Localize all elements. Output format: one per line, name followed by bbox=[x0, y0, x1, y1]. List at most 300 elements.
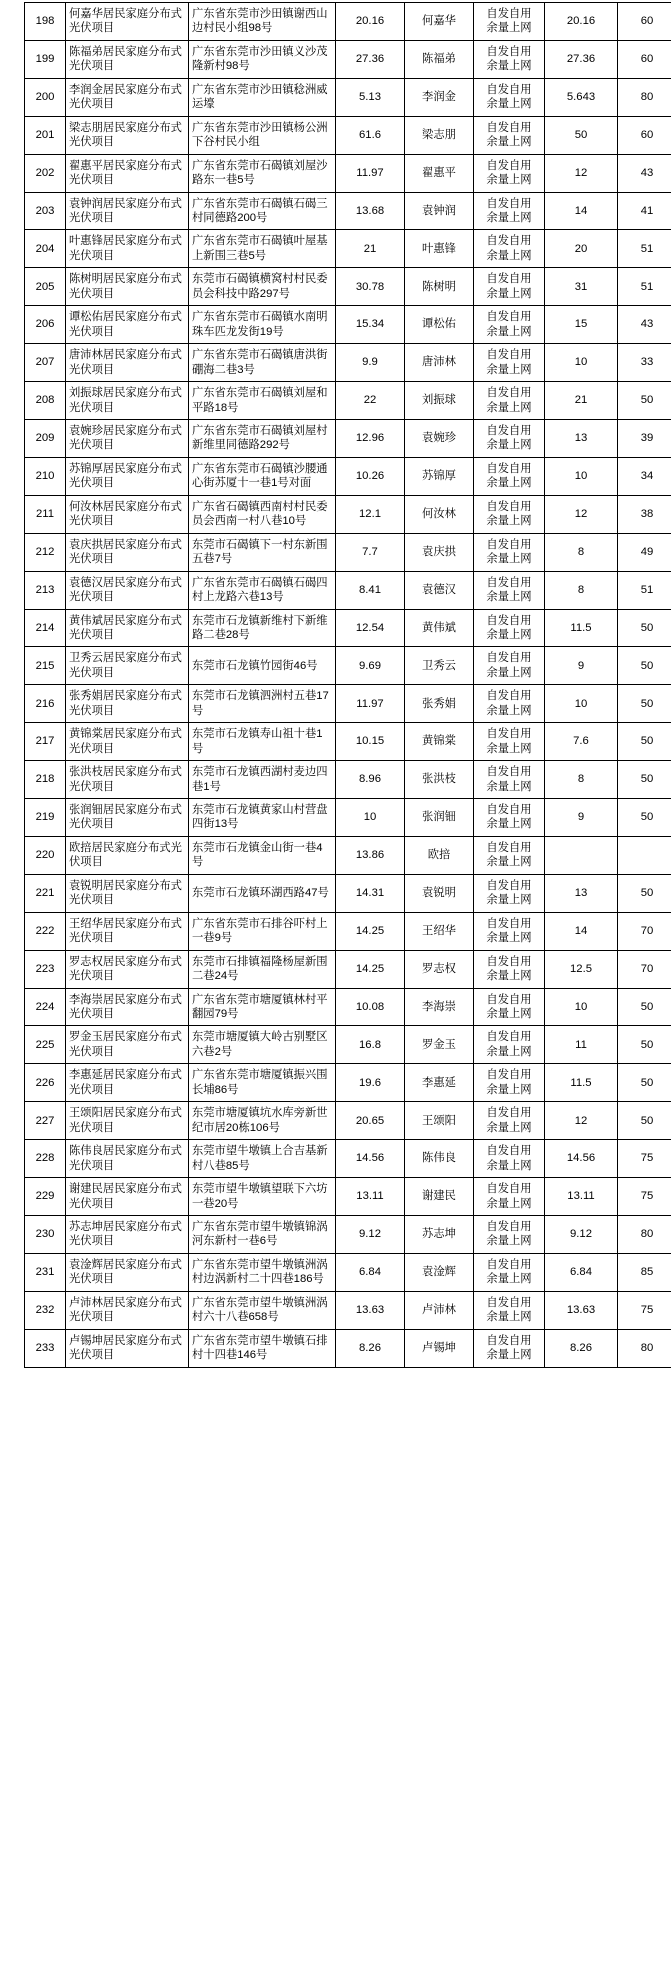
cell-mode bbox=[474, 1140, 545, 1178]
cell-capacity: 19.6 bbox=[336, 1064, 405, 1102]
cell-owner: 罗金玉 bbox=[405, 1026, 474, 1064]
cell-mode bbox=[474, 799, 545, 837]
cell-subsidy: 34 bbox=[618, 457, 671, 495]
cell-project: 陈伟良居民家庭分布式光伏项目 bbox=[66, 1140, 189, 1178]
cell-owner: 黄锦棠 bbox=[405, 723, 474, 761]
cell-address: 广东省东莞市塘厦镇林村平翻园79号 bbox=[189, 988, 336, 1026]
cell-capacity: 11.97 bbox=[336, 154, 405, 192]
cell-project: 陈福弟居民家庭分布式光伏项目 bbox=[66, 40, 189, 78]
cell-value: 13.11 bbox=[545, 1178, 618, 1216]
cell-value: 10 bbox=[545, 988, 618, 1026]
cell-address: 东莞市石碣镇横窝村村民委员会科技中路297号 bbox=[189, 268, 336, 306]
cell-capacity: 11.97 bbox=[336, 685, 405, 723]
cell-project: 刘振球居民家庭分布式光伏项目 bbox=[66, 382, 189, 420]
cell-mode bbox=[474, 192, 545, 230]
cell-address: 广东省东莞市石碣镇石碣三村同德路200号 bbox=[189, 192, 336, 230]
cell-address: 东莞市石龙镇金山街一巷4号 bbox=[189, 836, 336, 874]
table-row bbox=[25, 609, 671, 647]
cell-project: 欧掊居民家庭分布式光伏项目 bbox=[66, 836, 189, 874]
cell-index: 214 bbox=[25, 609, 66, 647]
mode-line-1: 自发自用 bbox=[486, 955, 532, 968]
cell-address: 广东省东莞市石碣镇叶屋基上新围三巷5号 bbox=[189, 230, 336, 268]
cell-capacity: 10.08 bbox=[336, 988, 405, 1026]
cell-owner: 罗志权 bbox=[405, 950, 474, 988]
cell-subsidy: 70 bbox=[618, 950, 671, 988]
mode-line-1: 自发自用 bbox=[486, 197, 532, 210]
cell-address: 广东省东莞市石排谷吓村上一巷9号 bbox=[189, 912, 336, 950]
cell-subsidy: 50 bbox=[618, 685, 671, 723]
table-row bbox=[25, 457, 671, 495]
cell-subsidy: 33 bbox=[618, 344, 671, 382]
cell-owner: 王颂阳 bbox=[405, 1102, 474, 1140]
cell-owner: 陈福弟 bbox=[405, 40, 474, 78]
cell-index: 201 bbox=[25, 116, 66, 154]
cell-value: 11.5 bbox=[545, 609, 618, 647]
cell-owner: 袁庆拱 bbox=[405, 533, 474, 571]
cell-subsidy: 80 bbox=[618, 1216, 671, 1254]
mode-line-2: 余量上网 bbox=[486, 211, 532, 224]
cell-owner: 张润钿 bbox=[405, 799, 474, 837]
cell-mode bbox=[474, 457, 545, 495]
mode-line-2: 余量上网 bbox=[486, 401, 532, 414]
mode-line-1: 自发自用 bbox=[486, 349, 532, 362]
cell-capacity: 8.96 bbox=[336, 761, 405, 799]
cell-capacity: 13.63 bbox=[336, 1291, 405, 1329]
cell-subsidy: 50 bbox=[618, 647, 671, 685]
table-row bbox=[25, 1102, 671, 1140]
cell-mode bbox=[474, 1064, 545, 1102]
cell-capacity: 13.68 bbox=[336, 192, 405, 230]
cell-owner: 欧掊 bbox=[405, 836, 474, 874]
mode-line-2: 余量上网 bbox=[486, 363, 532, 376]
cell-value: 11.5 bbox=[545, 1064, 618, 1102]
mode-line-2: 余量上网 bbox=[486, 704, 532, 717]
mode-line-2: 余量上网 bbox=[486, 666, 532, 679]
cell-owner: 张洪枝 bbox=[405, 761, 474, 799]
mode-line-2: 余量上网 bbox=[486, 553, 532, 566]
cell-index: 199 bbox=[25, 40, 66, 78]
cell-mode bbox=[474, 154, 545, 192]
cell-owner: 卢沛林 bbox=[405, 1291, 474, 1329]
cell-mode bbox=[474, 268, 545, 306]
cell-capacity: 7.7 bbox=[336, 533, 405, 571]
cell-index: 208 bbox=[25, 382, 66, 420]
cell-capacity: 27.36 bbox=[336, 40, 405, 78]
cell-project: 卢沛林居民家庭分布式光伏项目 bbox=[66, 1291, 189, 1329]
mode-line-2: 余量上网 bbox=[486, 515, 532, 528]
cell-capacity: 13.11 bbox=[336, 1178, 405, 1216]
cell-value: 6.84 bbox=[545, 1253, 618, 1291]
cell-address: 东莞市望牛墩镇上合吉基新村八巷85号 bbox=[189, 1140, 336, 1178]
table-row bbox=[25, 1253, 671, 1291]
cell-index: 223 bbox=[25, 950, 66, 988]
cell-address: 广东省东莞市石碣镇刘屋和平路18号 bbox=[189, 382, 336, 420]
cell-owner: 李海崇 bbox=[405, 988, 474, 1026]
cell-capacity: 8.41 bbox=[336, 571, 405, 609]
cell-project: 苏锦厚居民家庭分布式光伏项目 bbox=[66, 457, 189, 495]
cell-capacity: 22 bbox=[336, 382, 405, 420]
cell-subsidy: 43 bbox=[618, 154, 671, 192]
cell-capacity: 16.8 bbox=[336, 1026, 405, 1064]
cell-owner: 何嘉华 bbox=[405, 3, 474, 41]
table-row bbox=[25, 912, 671, 950]
table-row bbox=[25, 1026, 671, 1064]
cell-address: 东莞市塘厦镇大岭古别墅区六巷2号 bbox=[189, 1026, 336, 1064]
cell-subsidy: 70 bbox=[618, 912, 671, 950]
cell-address: 东莞市石龙镇环湖西路47号 bbox=[189, 874, 336, 912]
mode-line-1: 自发自用 bbox=[486, 1069, 532, 1082]
cell-owner: 谢建民 bbox=[405, 1178, 474, 1216]
cell-index: 209 bbox=[25, 419, 66, 457]
cell-capacity: 20.16 bbox=[336, 3, 405, 41]
mode-line-2: 余量上网 bbox=[486, 1159, 532, 1172]
mode-line-2: 余量上网 bbox=[486, 932, 532, 945]
cell-index: 226 bbox=[25, 1064, 66, 1102]
cell-subsidy: 51 bbox=[618, 571, 671, 609]
cell-owner: 袁淦辉 bbox=[405, 1253, 474, 1291]
mode-line-1: 自发自用 bbox=[486, 1296, 532, 1309]
cell-index: 219 bbox=[25, 799, 66, 837]
cell-address: 东莞市石龙镇黄家山村营盘四街13号 bbox=[189, 799, 336, 837]
mode-line-2: 余量上网 bbox=[486, 136, 532, 149]
cell-owner: 张秀娟 bbox=[405, 685, 474, 723]
cell-capacity: 9.69 bbox=[336, 647, 405, 685]
cell-mode bbox=[474, 836, 545, 874]
cell-value: 20.16 bbox=[545, 3, 618, 41]
cell-address: 广东省东莞市石碣镇刘屋沙路东一巷5号 bbox=[189, 154, 336, 192]
cell-owner: 翟惠平 bbox=[405, 154, 474, 192]
cell-mode bbox=[474, 950, 545, 988]
cell-owner: 李惠延 bbox=[405, 1064, 474, 1102]
cell-capacity: 20.65 bbox=[336, 1102, 405, 1140]
table-row bbox=[25, 3, 671, 41]
cell-project: 张秀娟居民家庭分布式光伏项目 bbox=[66, 685, 189, 723]
cell-value: 9 bbox=[545, 647, 618, 685]
table-row bbox=[25, 1291, 671, 1329]
mode-line-1: 自发自用 bbox=[486, 917, 532, 930]
cell-mode bbox=[474, 40, 545, 78]
cell-address: 东莞市石排镇福隆杨屋新围二巷24号 bbox=[189, 950, 336, 988]
cell-capacity: 61.6 bbox=[336, 116, 405, 154]
table-row bbox=[25, 685, 671, 723]
cell-address: 广东省东莞市塘厦镇振兴围长埔86号 bbox=[189, 1064, 336, 1102]
cell-address: 广东省东莞市沙田镇义沙茂隆新村98号 bbox=[189, 40, 336, 78]
cell-address: 广东省东莞市石碣镇沙腰通心街苏厦十一巷1号对面 bbox=[189, 457, 336, 495]
cell-address: 东莞市石龙镇寿山祖十巷1号 bbox=[189, 723, 336, 761]
table-row bbox=[25, 761, 671, 799]
cell-subsidy: 50 bbox=[618, 382, 671, 420]
cell-project: 何汝林居民家庭分布式光伏项目 bbox=[66, 495, 189, 533]
mode-line-2: 余量上网 bbox=[486, 894, 532, 907]
table-row bbox=[25, 533, 671, 571]
cell-subsidy: 50 bbox=[618, 1026, 671, 1064]
mode-line-2: 余量上网 bbox=[486, 1311, 532, 1324]
cell-owner: 谭松佑 bbox=[405, 306, 474, 344]
cell-value: 9.12 bbox=[545, 1216, 618, 1254]
cell-project: 张润钿居民家庭分布式光伏项目 bbox=[66, 799, 189, 837]
cell-project: 谭松佑居民家庭分布式光伏项目 bbox=[66, 306, 189, 344]
cell-address: 东莞市望牛墩镇望联下六坊一巷20号 bbox=[189, 1178, 336, 1216]
cell-capacity: 5.13 bbox=[336, 78, 405, 116]
cell-project: 何嘉华居民家庭分布式光伏项目 bbox=[66, 3, 189, 41]
mode-line-2: 余量上网 bbox=[486, 628, 532, 641]
cell-project: 袁庆拱居民家庭分布式光伏项目 bbox=[66, 533, 189, 571]
table-row bbox=[25, 230, 671, 268]
cell-address: 东莞市石碣镇下一村东新围五巷7号 bbox=[189, 533, 336, 571]
table-row bbox=[25, 40, 671, 78]
cell-index: 228 bbox=[25, 1140, 66, 1178]
cell-index: 230 bbox=[25, 1216, 66, 1254]
cell-value: 10 bbox=[545, 457, 618, 495]
cell-capacity: 10 bbox=[336, 799, 405, 837]
cell-address: 广东省东莞市望牛墩镇洲涡村边涡新村二十四巷186号 bbox=[189, 1253, 336, 1291]
cell-project: 张洪枝居民家庭分布式光伏项目 bbox=[66, 761, 189, 799]
cell-capacity: 21 bbox=[336, 230, 405, 268]
cell-address: 东莞市石龙镇西湖村麦边四巷1号 bbox=[189, 761, 336, 799]
table-row bbox=[25, 1178, 671, 1216]
cell-project: 陈树明居民家庭分布式光伏项目 bbox=[66, 268, 189, 306]
cell-subsidy: 51 bbox=[618, 268, 671, 306]
cell-owner: 王绍华 bbox=[405, 912, 474, 950]
cell-subsidy: 60 bbox=[618, 3, 671, 41]
table-row bbox=[25, 154, 671, 192]
table-body bbox=[25, 3, 671, 1368]
table-row bbox=[25, 950, 671, 988]
mode-line-2: 余量上网 bbox=[486, 856, 532, 869]
mode-line-1: 自发自用 bbox=[486, 804, 532, 817]
cell-value: 8 bbox=[545, 571, 618, 609]
cell-index: 225 bbox=[25, 1026, 66, 1064]
cell-project: 袁钟润居民家庭分布式光伏项目 bbox=[66, 192, 189, 230]
cell-value: 13 bbox=[545, 419, 618, 457]
cell-capacity: 10.26 bbox=[336, 457, 405, 495]
mode-line-2: 余量上网 bbox=[486, 1235, 532, 1248]
mode-line-1: 自发自用 bbox=[486, 273, 532, 286]
cell-mode bbox=[474, 306, 545, 344]
cell-subsidy: 50 bbox=[618, 988, 671, 1026]
mode-line-1: 自发自用 bbox=[486, 462, 532, 475]
table-row bbox=[25, 836, 671, 874]
cell-owner: 陈伟良 bbox=[405, 1140, 474, 1178]
cell-subsidy: 38 bbox=[618, 495, 671, 533]
table-row bbox=[25, 419, 671, 457]
cell-capacity: 12.96 bbox=[336, 419, 405, 457]
cell-project: 梁志朋居民家庭分布式光伏项目 bbox=[66, 116, 189, 154]
mode-line-1: 自发自用 bbox=[486, 1107, 532, 1120]
mode-line-2: 余量上网 bbox=[486, 818, 532, 831]
cell-mode bbox=[474, 874, 545, 912]
mode-line-1: 自发自用 bbox=[486, 1145, 532, 1158]
cell-mode bbox=[474, 1253, 545, 1291]
cell-subsidy: 39 bbox=[618, 419, 671, 457]
cell-index: 221 bbox=[25, 874, 66, 912]
cell-value: 9 bbox=[545, 799, 618, 837]
cell-value: 12 bbox=[545, 154, 618, 192]
cell-mode bbox=[474, 116, 545, 154]
cell-value bbox=[545, 836, 618, 874]
mode-line-2: 余量上网 bbox=[486, 287, 532, 300]
mode-line-2: 余量上网 bbox=[486, 60, 532, 73]
cell-owner: 袁锐明 bbox=[405, 874, 474, 912]
table-row bbox=[25, 874, 671, 912]
cell-value: 10 bbox=[545, 685, 618, 723]
cell-mode bbox=[474, 912, 545, 950]
cell-subsidy: 75 bbox=[618, 1291, 671, 1329]
cell-index: 207 bbox=[25, 344, 66, 382]
cell-index: 200 bbox=[25, 78, 66, 116]
mode-line-2: 余量上网 bbox=[486, 1349, 532, 1362]
cell-index: 218 bbox=[25, 761, 66, 799]
cell-mode bbox=[474, 761, 545, 799]
cell-value: 13.63 bbox=[545, 1291, 618, 1329]
mode-line-1: 自发自用 bbox=[486, 424, 532, 437]
cell-owner: 卫秀云 bbox=[405, 647, 474, 685]
mode-line-1: 自发自用 bbox=[486, 690, 532, 703]
mode-line-2: 余量上网 bbox=[486, 98, 532, 111]
cell-value: 13 bbox=[545, 874, 618, 912]
cell-subsidy: 75 bbox=[618, 1178, 671, 1216]
cell-capacity: 14.56 bbox=[336, 1140, 405, 1178]
cell-project: 袁德汉居民家庭分布式光伏项目 bbox=[66, 571, 189, 609]
cell-capacity: 14.25 bbox=[336, 912, 405, 950]
cell-project: 唐沛林居民家庭分布式光伏项目 bbox=[66, 344, 189, 382]
cell-index: 203 bbox=[25, 192, 66, 230]
cell-index: 212 bbox=[25, 533, 66, 571]
cell-owner: 李润金 bbox=[405, 78, 474, 116]
cell-value: 7.6 bbox=[545, 723, 618, 761]
cell-address: 广东省东莞市沙田镇谢西山边村民小组98号 bbox=[189, 3, 336, 41]
table-row bbox=[25, 723, 671, 761]
cell-owner: 苏锦厚 bbox=[405, 457, 474, 495]
mode-line-1: 自发自用 bbox=[486, 1221, 532, 1233]
table-row bbox=[25, 1216, 671, 1254]
cell-index: 224 bbox=[25, 988, 66, 1026]
cell-capacity: 10.15 bbox=[336, 723, 405, 761]
cell-index: 227 bbox=[25, 1102, 66, 1140]
cell-capacity: 12.54 bbox=[336, 609, 405, 647]
cell-subsidy: 50 bbox=[618, 1102, 671, 1140]
cell-index: 213 bbox=[25, 571, 66, 609]
cell-mode bbox=[474, 1216, 545, 1254]
mode-line-1: 自发自用 bbox=[486, 538, 532, 551]
cell-owner: 袁婉珍 bbox=[405, 419, 474, 457]
mode-line-1: 自发自用 bbox=[486, 83, 532, 96]
mode-line-1: 自发自用 bbox=[486, 121, 532, 134]
mode-line-2: 余量上网 bbox=[486, 174, 532, 187]
cell-project: 卫秀云居民家庭分布式光伏项目 bbox=[66, 647, 189, 685]
cell-owner: 何汝林 bbox=[405, 495, 474, 533]
cell-address: 东莞市石龙镇竹园街46号 bbox=[189, 647, 336, 685]
cell-address: 广东省东莞市石碣镇水南明珠车匹龙发街19号 bbox=[189, 306, 336, 344]
cell-value: 21 bbox=[545, 382, 618, 420]
mode-line-1: 自发自用 bbox=[486, 728, 532, 741]
cell-owner: 唐沛林 bbox=[405, 344, 474, 382]
mode-line-2: 余量上网 bbox=[486, 1008, 532, 1021]
mode-line-1: 自发自用 bbox=[486, 1258, 532, 1271]
mode-line-1: 自发自用 bbox=[486, 1183, 532, 1196]
mode-line-2: 余量上网 bbox=[486, 325, 532, 338]
mode-line-1: 自发自用 bbox=[486, 614, 532, 627]
cell-value: 8.26 bbox=[545, 1329, 618, 1367]
cell-address: 广东省东莞市望牛墩镇锦涡河东新村一巷6号 bbox=[189, 1216, 336, 1254]
cell-capacity: 9.9 bbox=[336, 344, 405, 382]
mode-line-1: 自发自用 bbox=[486, 879, 532, 892]
table-row bbox=[25, 382, 671, 420]
cell-project: 李润金居民家庭分布式光伏项目 bbox=[66, 78, 189, 116]
cell-subsidy: 60 bbox=[618, 40, 671, 78]
table-row bbox=[25, 268, 671, 306]
cell-address: 东莞市石龙镇泗洲村五巷17号 bbox=[189, 685, 336, 723]
cell-index: 198 bbox=[25, 3, 66, 41]
table-row bbox=[25, 1064, 671, 1102]
cell-index: 210 bbox=[25, 457, 66, 495]
cell-capacity: 6.84 bbox=[336, 1253, 405, 1291]
cell-subsidy: 50 bbox=[618, 609, 671, 647]
cell-subsidy: 50 bbox=[618, 1064, 671, 1102]
cell-mode bbox=[474, 1026, 545, 1064]
mode-line-2: 余量上网 bbox=[486, 22, 532, 35]
mode-line-2: 余量上网 bbox=[486, 1273, 532, 1286]
cell-owner: 陈树明 bbox=[405, 268, 474, 306]
cell-index: 204 bbox=[25, 230, 66, 268]
cell-mode bbox=[474, 78, 545, 116]
cell-mode bbox=[474, 988, 545, 1026]
cell-value: 8 bbox=[545, 533, 618, 571]
cell-value: 20 bbox=[545, 230, 618, 268]
cell-mode bbox=[474, 3, 545, 41]
cell-value: 14.56 bbox=[545, 1140, 618, 1178]
cell-capacity: 14.31 bbox=[336, 874, 405, 912]
cell-mode bbox=[474, 344, 545, 382]
cell-project: 谢建民居民家庭分布式光伏项目 bbox=[66, 1178, 189, 1216]
cell-capacity: 14.25 bbox=[336, 950, 405, 988]
cell-owner: 刘振球 bbox=[405, 382, 474, 420]
mode-line-1: 自发自用 bbox=[486, 387, 532, 400]
cell-address: 广东省东莞市石碣镇唐洪街硼海二巷3号 bbox=[189, 344, 336, 382]
cell-index: 222 bbox=[25, 912, 66, 950]
cell-capacity: 30.78 bbox=[336, 268, 405, 306]
cell-owner: 卢锡坤 bbox=[405, 1329, 474, 1367]
mode-line-1: 自发自用 bbox=[486, 8, 532, 20]
cell-address: 广东省东莞市沙田镇稔洲威运壕 bbox=[189, 78, 336, 116]
cell-index: 233 bbox=[25, 1329, 66, 1367]
mode-line-2: 余量上网 bbox=[486, 1121, 532, 1134]
mode-line-2: 余量上网 bbox=[486, 1045, 532, 1058]
cell-index: 232 bbox=[25, 1291, 66, 1329]
cell-mode bbox=[474, 533, 545, 571]
cell-subsidy: 80 bbox=[618, 78, 671, 116]
mode-line-2: 余量上网 bbox=[486, 249, 532, 262]
cell-mode bbox=[474, 1329, 545, 1367]
cell-address: 广东省石碣镇西南村村民委员会西南一村八巷10号 bbox=[189, 495, 336, 533]
cell-mode bbox=[474, 1102, 545, 1140]
cell-project: 王绍华居民家庭分布式光伏项目 bbox=[66, 912, 189, 950]
cell-capacity: 15.34 bbox=[336, 306, 405, 344]
cell-project: 王颂阳居民家庭分布式光伏项目 bbox=[66, 1102, 189, 1140]
cell-value: 12.5 bbox=[545, 950, 618, 988]
cell-project: 黄伟斌居民家庭分布式光伏项目 bbox=[66, 609, 189, 647]
mode-line-1: 自发自用 bbox=[486, 235, 532, 248]
cell-value: 14 bbox=[545, 912, 618, 950]
mode-line-2: 余量上网 bbox=[486, 591, 532, 604]
cell-project: 苏志坤居民家庭分布式光伏项目 bbox=[66, 1216, 189, 1254]
cell-address: 广东省东莞市石碣镇刘屋村新维里同德路292号 bbox=[189, 419, 336, 457]
cell-capacity: 13.86 bbox=[336, 836, 405, 874]
cell-subsidy: 50 bbox=[618, 761, 671, 799]
table-row bbox=[25, 1140, 671, 1178]
mode-line-2: 余量上网 bbox=[486, 970, 532, 983]
cell-index: 202 bbox=[25, 154, 66, 192]
